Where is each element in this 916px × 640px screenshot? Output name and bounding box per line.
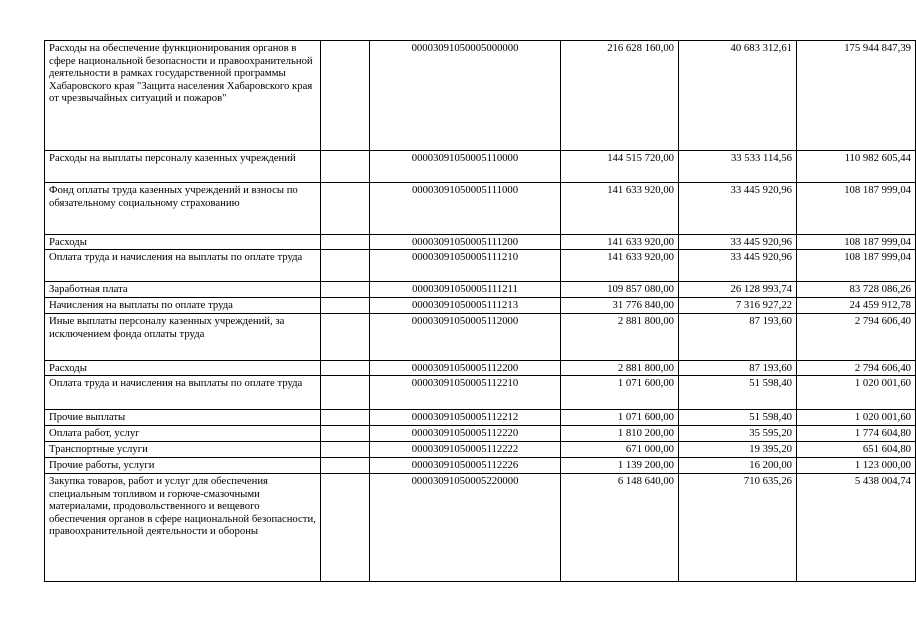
row-name: Заработная плата <box>45 282 321 298</box>
row-approved: 141 633 920,00 <box>561 250 679 282</box>
table-row <box>45 410 916 426</box>
empty-cell <box>321 458 370 474</box>
row-executed: 51 598,40 <box>679 376 797 410</box>
empty-cell <box>321 361 370 376</box>
table-row <box>45 41 916 151</box>
table-row <box>45 426 916 442</box>
row-code: 00003091050005110000 <box>370 151 561 183</box>
row-approved: 671 000,00 <box>561 442 679 458</box>
row-remaining: 108 187 999,04 <box>797 183 916 235</box>
row-code: 00003091050005000000 <box>370 41 561 151</box>
row-code: 00003091050005112220 <box>370 426 561 442</box>
table-row <box>45 442 916 458</box>
row-code: 00003091050005111210 <box>370 250 561 282</box>
empty-cell <box>321 298 370 314</box>
row-executed: 19 395,20 <box>679 442 797 458</box>
table-row <box>45 282 916 298</box>
row-executed: 33 445 920,96 <box>679 250 797 282</box>
row-name: Оплата работ, услуг <box>45 426 321 442</box>
row-code: 00003091050005111213 <box>370 298 561 314</box>
table-row <box>45 361 916 376</box>
row-executed: 87 193,60 <box>679 314 797 361</box>
row-approved: 216 628 160,00 <box>561 41 679 151</box>
row-code: 00003091050005112212 <box>370 410 561 426</box>
row-code: 00003091050005111211 <box>370 282 561 298</box>
empty-cell <box>321 183 370 235</box>
row-remaining: 175 944 847,39 <box>797 41 916 151</box>
row-remaining: 5 438 004,74 <box>797 474 916 582</box>
row-code: 00003091050005112222 <box>370 442 561 458</box>
table-row <box>45 151 916 183</box>
row-executed: 710 635,26 <box>679 474 797 582</box>
row-name: Иные выплаты персоналу казенных учреждений, за исключением фонда оплаты труда <box>45 314 321 361</box>
row-approved: 1 139 200,00 <box>561 458 679 474</box>
empty-cell <box>321 376 370 410</box>
table-row <box>45 235 916 250</box>
row-approved: 144 515 720,00 <box>561 151 679 183</box>
row-executed: 87 193,60 <box>679 361 797 376</box>
row-code: 00003091050005111000 <box>370 183 561 235</box>
table-row <box>45 298 916 314</box>
row-approved: 2 881 800,00 <box>561 314 679 361</box>
table-row <box>45 474 916 582</box>
row-remaining: 2 794 606,40 <box>797 361 916 376</box>
table-row <box>45 183 916 235</box>
row-executed: 16 200,00 <box>679 458 797 474</box>
row-remaining: 24 459 912,78 <box>797 298 916 314</box>
empty-cell <box>321 474 370 582</box>
empty-cell <box>321 282 370 298</box>
table-row <box>45 250 916 282</box>
row-remaining: 108 187 999,04 <box>797 250 916 282</box>
row-remaining: 1 020 001,60 <box>797 376 916 410</box>
row-executed: 33 533 114,56 <box>679 151 797 183</box>
row-approved: 2 881 800,00 <box>561 361 679 376</box>
row-name: Начисления на выплаты по оплате труда <box>45 298 321 314</box>
row-approved: 6 148 640,00 <box>561 474 679 582</box>
row-name: Расходы на выплаты персоналу казенных учреждений <box>45 151 321 183</box>
row-approved: 1 071 600,00 <box>561 410 679 426</box>
empty-cell <box>321 250 370 282</box>
row-code: 00003091050005112200 <box>370 361 561 376</box>
row-remaining: 1 774 604,80 <box>797 426 916 442</box>
table-row <box>45 314 916 361</box>
row-name: Расходы <box>45 361 321 376</box>
table-row <box>45 458 916 474</box>
empty-cell <box>321 410 370 426</box>
budget-execution-table <box>44 40 916 582</box>
table-row <box>45 376 916 410</box>
row-executed: 33 445 920,96 <box>679 183 797 235</box>
row-executed: 35 595,20 <box>679 426 797 442</box>
row-name: Прочие выплаты <box>45 410 321 426</box>
row-executed: 40 683 312,61 <box>679 41 797 151</box>
empty-cell <box>321 235 370 250</box>
empty-cell <box>321 151 370 183</box>
row-approved: 109 857 080,00 <box>561 282 679 298</box>
row-executed: 51 598,40 <box>679 410 797 426</box>
row-remaining: 110 982 605,44 <box>797 151 916 183</box>
row-name: Прочие работы, услуги <box>45 458 321 474</box>
row-approved: 141 633 920,00 <box>561 183 679 235</box>
empty-cell <box>321 426 370 442</box>
row-remaining: 108 187 999,04 <box>797 235 916 250</box>
row-name: Закупка товаров, работ и услуг для обеспечения специальным топливом и горюче-смазочными материалами, продовольственного и вещевого обеспечения органов в сфере национальной безопасности, правоохранительной деятельности и обороны <box>45 474 321 582</box>
row-name: Расходы <box>45 235 321 250</box>
row-name: Расходы на обеспечение функционирования органов в сфере национальной безопасности и правоохранительной деятельности в рамках государственной программы Хабаровского края "Защита населения Хабаровского края от чрезвычайных ситуаций и пожаров" <box>45 41 321 151</box>
row-name: Транспортные услуги <box>45 442 321 458</box>
row-executed: 7 316 927,22 <box>679 298 797 314</box>
row-code: 00003091050005112226 <box>370 458 561 474</box>
row-code: 00003091050005112210 <box>370 376 561 410</box>
row-name: Оплата труда и начисления на выплаты по оплате труда <box>45 376 321 410</box>
row-name: Оплата труда и начисления на выплаты по оплате труда <box>45 250 321 282</box>
row-approved: 1 810 200,00 <box>561 426 679 442</box>
row-remaining: 651 604,80 <box>797 442 916 458</box>
row-remaining: 2 794 606,40 <box>797 314 916 361</box>
row-remaining: 1 123 000,00 <box>797 458 916 474</box>
row-executed: 26 128 993,74 <box>679 282 797 298</box>
row-approved: 141 633 920,00 <box>561 235 679 250</box>
empty-cell <box>321 314 370 361</box>
row-remaining: 83 728 086,26 <box>797 282 916 298</box>
row-approved: 1 071 600,00 <box>561 376 679 410</box>
empty-cell <box>321 41 370 151</box>
row-code: 00003091050005112000 <box>370 314 561 361</box>
row-approved: 31 776 840,00 <box>561 298 679 314</box>
row-name: Фонд оплаты труда казенных учреждений и взносы по обязательному социальному страхованию <box>45 183 321 235</box>
row-code: 00003091050005220000 <box>370 474 561 582</box>
row-code: 00003091050005111200 <box>370 235 561 250</box>
row-remaining: 1 020 001,60 <box>797 410 916 426</box>
empty-cell <box>321 442 370 458</box>
row-executed: 33 445 920,96 <box>679 235 797 250</box>
